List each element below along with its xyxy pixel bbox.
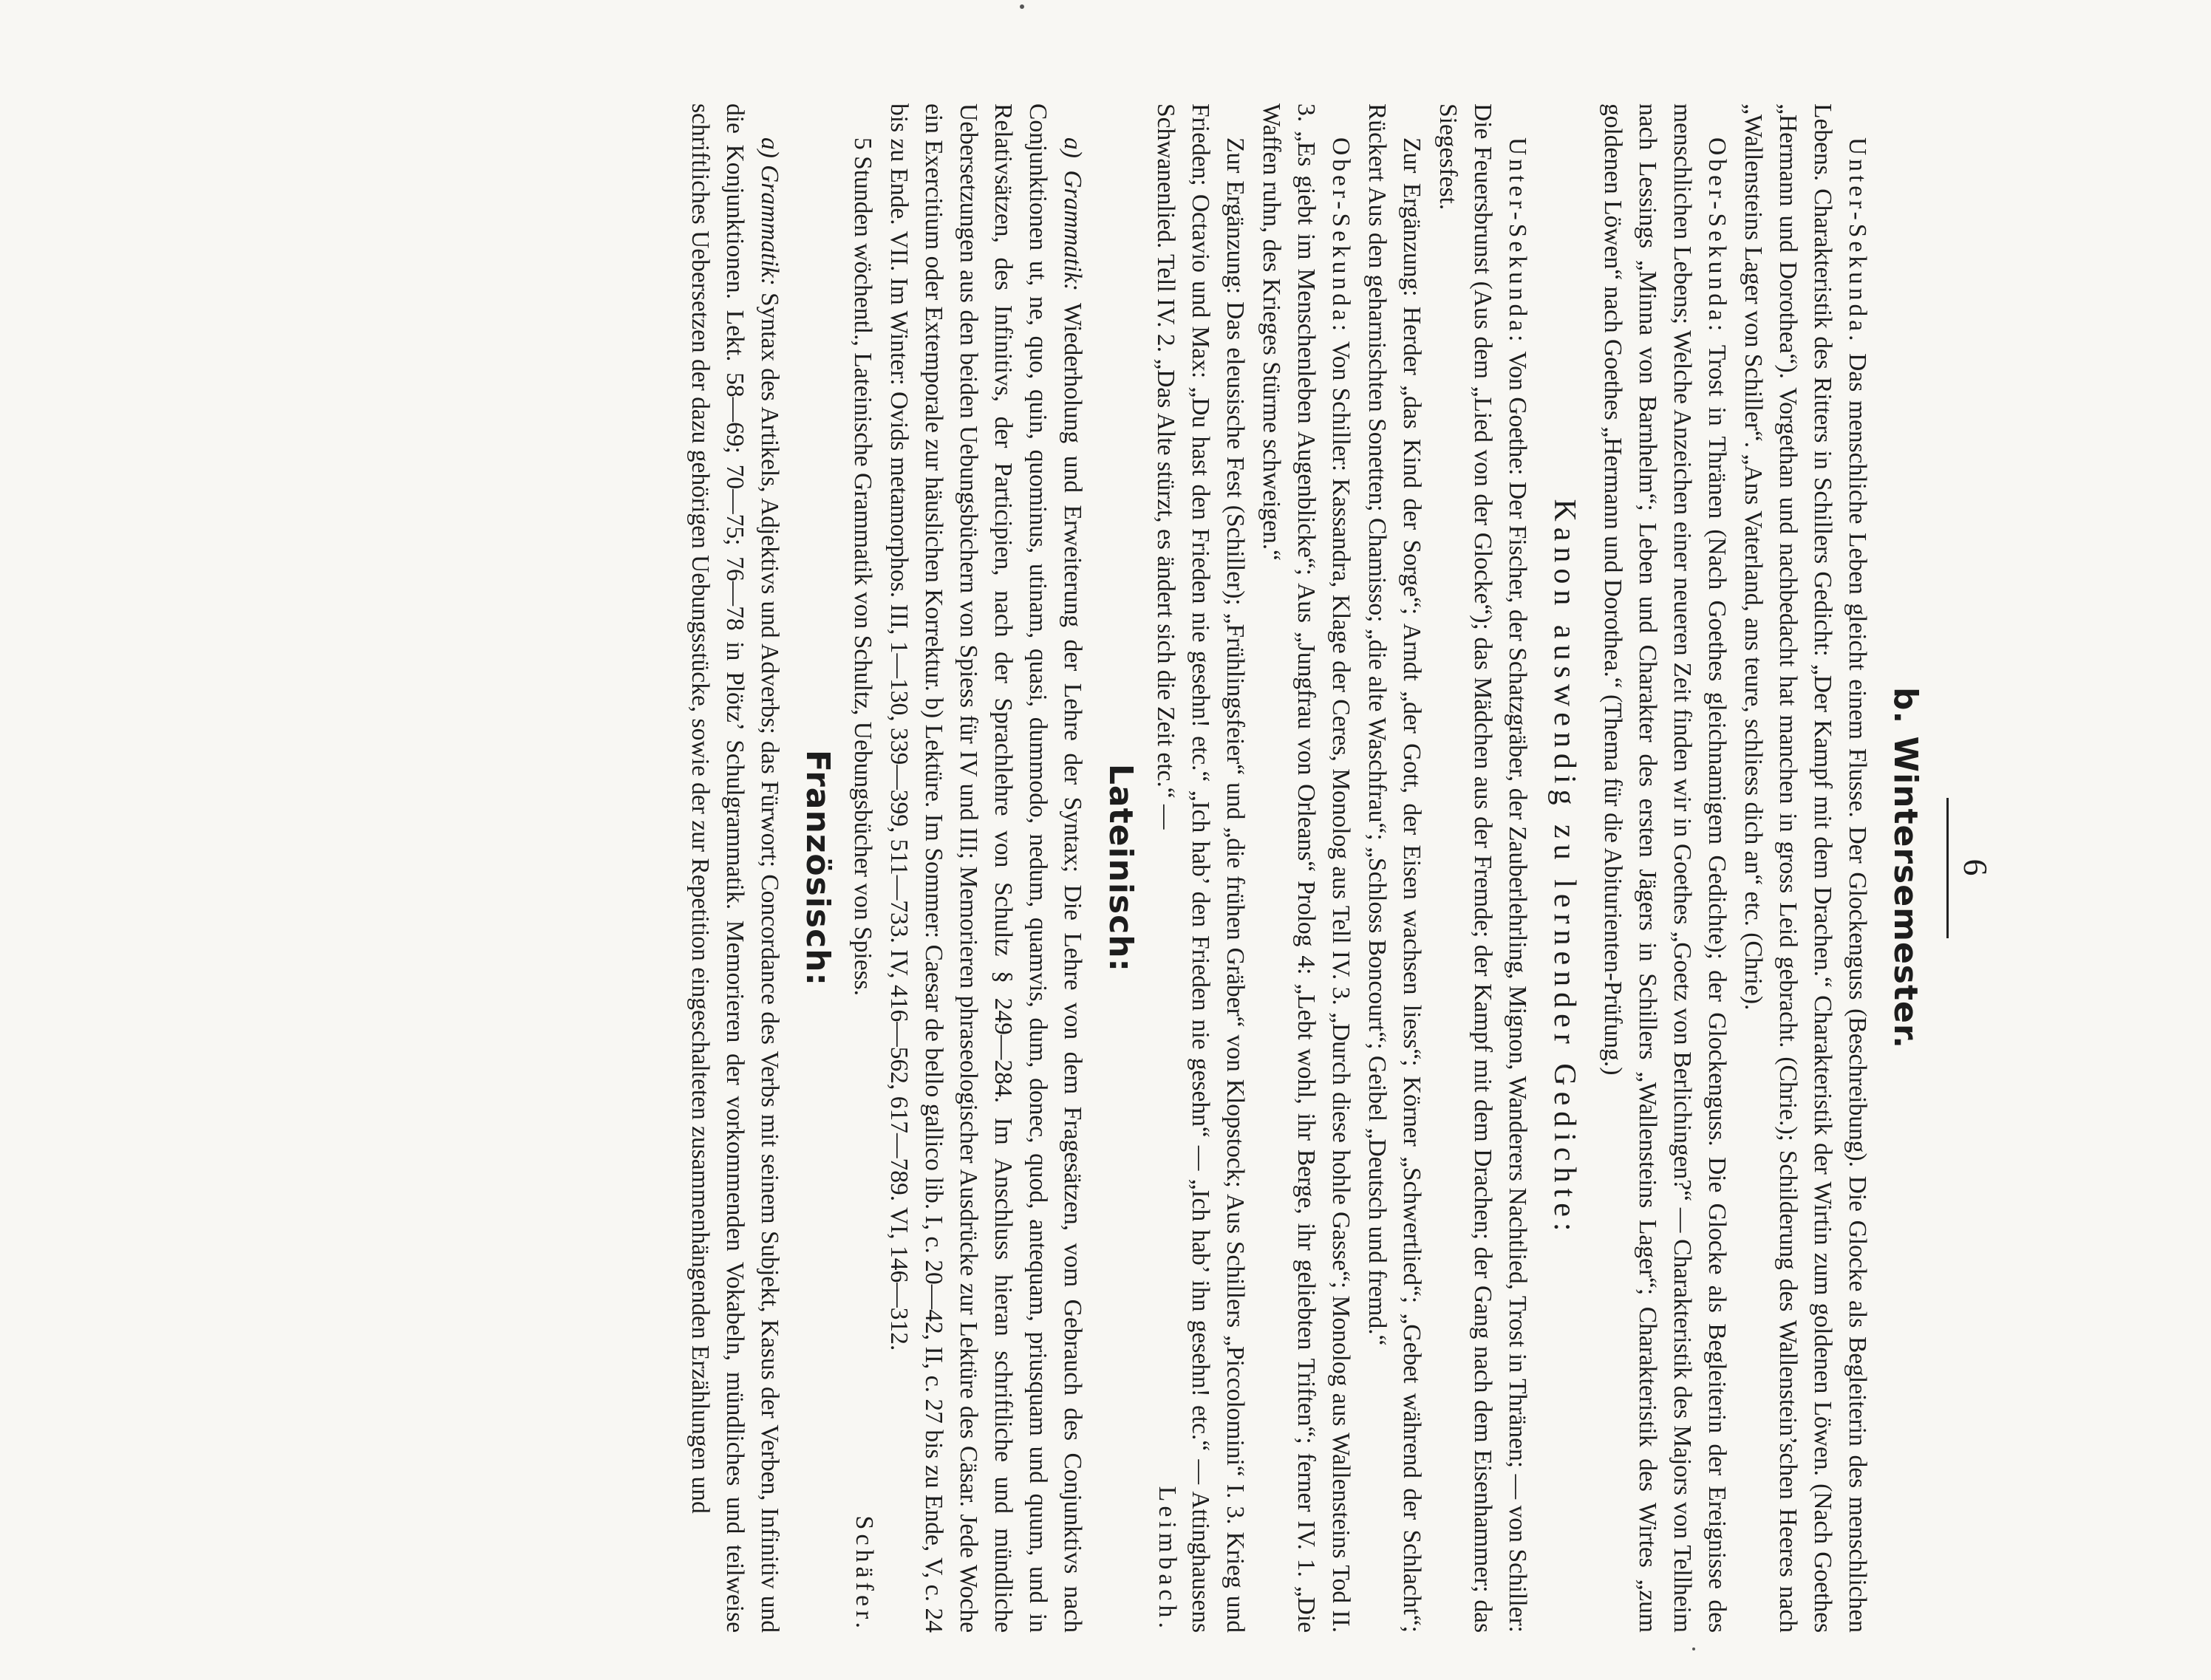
rotated-document-page bbox=[251, 103, 1995, 1633]
paragraph bbox=[683, 103, 787, 1633]
paragraph bbox=[1254, 103, 1358, 1633]
paragraph-text: 5 Stunden wöchentl., Lateinische Grammatik von Schultz, Uebungsbücher von Spiess. bbox=[849, 137, 876, 997]
author-signature: Schäfer. bbox=[851, 1515, 878, 1633]
paragraph-text: Von Schiller: Kassandra, Klage der Ceres, Monolog aus Tell IV. 3. „Durch diese hohle Gasse“; Monolog aus Wallensteins Tod II. 3. „Es giebt im Menschenleben Augenblicke“; Aus „Jungfrau von Orleans“ Prolog 4: „Lebt wohl, ihr Berge, ihr geliebten Triften“; ferner IV. 1. „Die Waffen ruhn, des Krieges Stürme schweigen.“ bbox=[1258, 103, 1355, 1633]
page-number-rule bbox=[1946, 798, 1949, 938]
page-number: 6 bbox=[1957, 858, 1994, 878]
scan-speck bbox=[1692, 1647, 1695, 1650]
section-heading: Lateinisch: bbox=[1102, 763, 1139, 973]
paragraph-text: Von Goethe: Der Fischer, der Schatzgräber, der Zauberlehrling, Mignon, Wanderers Nachtlied, Trost in Thränen; — von Schiller: Die Feuersbrunst (Aus dem „Lied von der Glocke“); das Mädchen aus der Fremde; der Kampf mit dem Drachen; der Gang nach dem Eisenhammer; das Siegesfest. bbox=[1434, 103, 1531, 1633]
paragraph-italic-lead: a) Grammatik: bbox=[756, 137, 783, 286]
paragraph bbox=[1360, 103, 1429, 1633]
section-kanon-gedichte bbox=[1153, 103, 1582, 1633]
section-heading: Kanon auswendig zu lernender Gedichte: bbox=[1547, 499, 1581, 1237]
section-franzoesisch bbox=[683, 103, 837, 1633]
paragraph-text: Trost in Thränen (Nach Goethes gleichnamigem Gedichte); der Glockenguss. Die Glocke als Begleiterin der Ereignisse des menschlichen Lebens; Welche Anzeichen einer neueren Zeit finden wir in Goethes „Goetz von Berlichingen?“ — Charakteristik des Majors von Tellheim nach Lessings „Minna von Barnhelm“; Leben und Charakter des ersten Jägers in Schillers „Wallensteins Lager“; Charakteristik des Wirtes „zum goldenen Löwen“ nach Goethes „Hermann und Dorothea.“ (Thema für die Abiturienten-Prüfung.) bbox=[1599, 103, 1731, 1633]
paragraph bbox=[882, 103, 1090, 1633]
author-signature: Leimbach. bbox=[1154, 1486, 1181, 1633]
paragraph-text: Wiederholung und Erweiterung der Lehre der Syntax; Die Lehre von dem Fragesätzen, vom Gebrauch des Conjunktivs nach Conjunktionen ut, ne, quo, quin, quominus, utinam, quasi, dummodo, nedum, quamvis, dum, donec, quod, antequam, priusquam und quum, und in Relativsätzen, des Infinitivs, der Participien, nach der Sprachlehre von Schultz § 249—284. Im Anschluss hieran schriftliche und mündliche Uebersetzungen aus den beiden Uebungsbüchern von Spiess für IV und III; Memorieren phraseologischer Ausdrücke zur Lektüre des Cäsar. Jede Woche ein Exercitium oder Extemporale zur häuslichen Korrektur. b) Lektüre. Im Sommer: Caesar de bello gallico lib. I, c. 20—42, II, c. 27 bis zu Ende, V, c. 24 bis zu Ende. VII. Im Winter: Ovids metamorphos. III, 1—130, 339—399, 511—733. IV, 416—562, 617—789. VI, 146—312. bbox=[885, 103, 1086, 1633]
paragraph-text: Zur Ergänzung: Das eleusische Fest (Schiller); „Frühlingsfeier“ und „die frühen Gräber“ von Klopstock; Aus Schillers „Piccolomini“ I. 3. Krieg und Frieden; Octavio und Max: „Du hast den Frieden nie gesehn! etc.“ „Ich hab’ den Frieden nie gesehn“ — „Ich hab’ ihn gesehn! etc.“ — Attinghausens Schwanenlied. Tell IV. 2. „Das Alte stürzt, es ändert sich die Zeit etc.“ — bbox=[1152, 103, 1249, 1633]
paragraph bbox=[1595, 103, 1734, 1633]
paragraph bbox=[1736, 103, 1875, 1633]
paragraph bbox=[1431, 103, 1535, 1633]
paragraph-lead: Unter-Sekunda. bbox=[1844, 137, 1871, 345]
scan-speck bbox=[1020, 4, 1024, 9]
section-heading: b. Wintersemester. bbox=[1887, 687, 1924, 1049]
section-heading: Französisch: bbox=[799, 749, 837, 987]
paragraph-italic-lead: a) Grammatik: bbox=[1059, 137, 1086, 292]
section-lateinisch bbox=[850, 103, 1139, 1633]
paragraph-text: Syntax des Artikels, Adjektivs und Adverbs; das Fürwort; Concordance des Verbs mit seinem Subjekt, Kasus der Verben, Infinitiv und die Konjunktionen. Lekt. 58—69; 70—75; 76—78 in Plötz’ Schulgrammatik. Memorieren der vorkommenden Vokabeln, mündliches und teilweise schriftliches Uebersetzen der dazu gehörigen Uebungsstücke, sowie der zur Repetition eingeschalteten zusammenhängenden Erzählungen und bbox=[687, 103, 783, 1633]
paragraph-lead: Ober-Sekunda: bbox=[1703, 137, 1731, 335]
paragraph-text: Zur Ergänzung: Herder „das Kind der Sorge“; Arndt „der Gott, der Eisen wachsen liess“; Körner „Schwertlied“; „Gebet während der Schlacht“; Rückert Aus den geharnischten Sonetten; Chamisso; „die alte Waschfrau“; „Schloss Boncourt“; Geibel „Deutsch und fremd.“ bbox=[1363, 103, 1425, 1633]
paragraph-lead: Unter-Sekunda: bbox=[1504, 137, 1531, 346]
section-wintersemester bbox=[1595, 103, 1924, 1633]
paragraph-lead: Ober-Sekunda: bbox=[1327, 137, 1355, 335]
paragraph-text: Das menschliche Leben gleicht einem Flusse. Der Glockenguss (Beschreibung). Die Glocke als Begleiterin des menschlichen Lebens. Charakteristik des Ritters in Schillers Gedicht: „Der Kampf mit dem Drachen.“ Charakteristik der Wirtin zum goldenen Löwen. (Nach Goethes „Hermann und Dorothea“). Vorgethan und nachbedacht hat manchen in gross Leid gebracht. (Chrie.); Schilderung des Wallenstein’schen Heeres nach „Wallensteins Lager von Schiller“. „Ans Vaterland, ans teure, schliess dich an“ etc. (Chrie). bbox=[1740, 103, 1871, 1633]
